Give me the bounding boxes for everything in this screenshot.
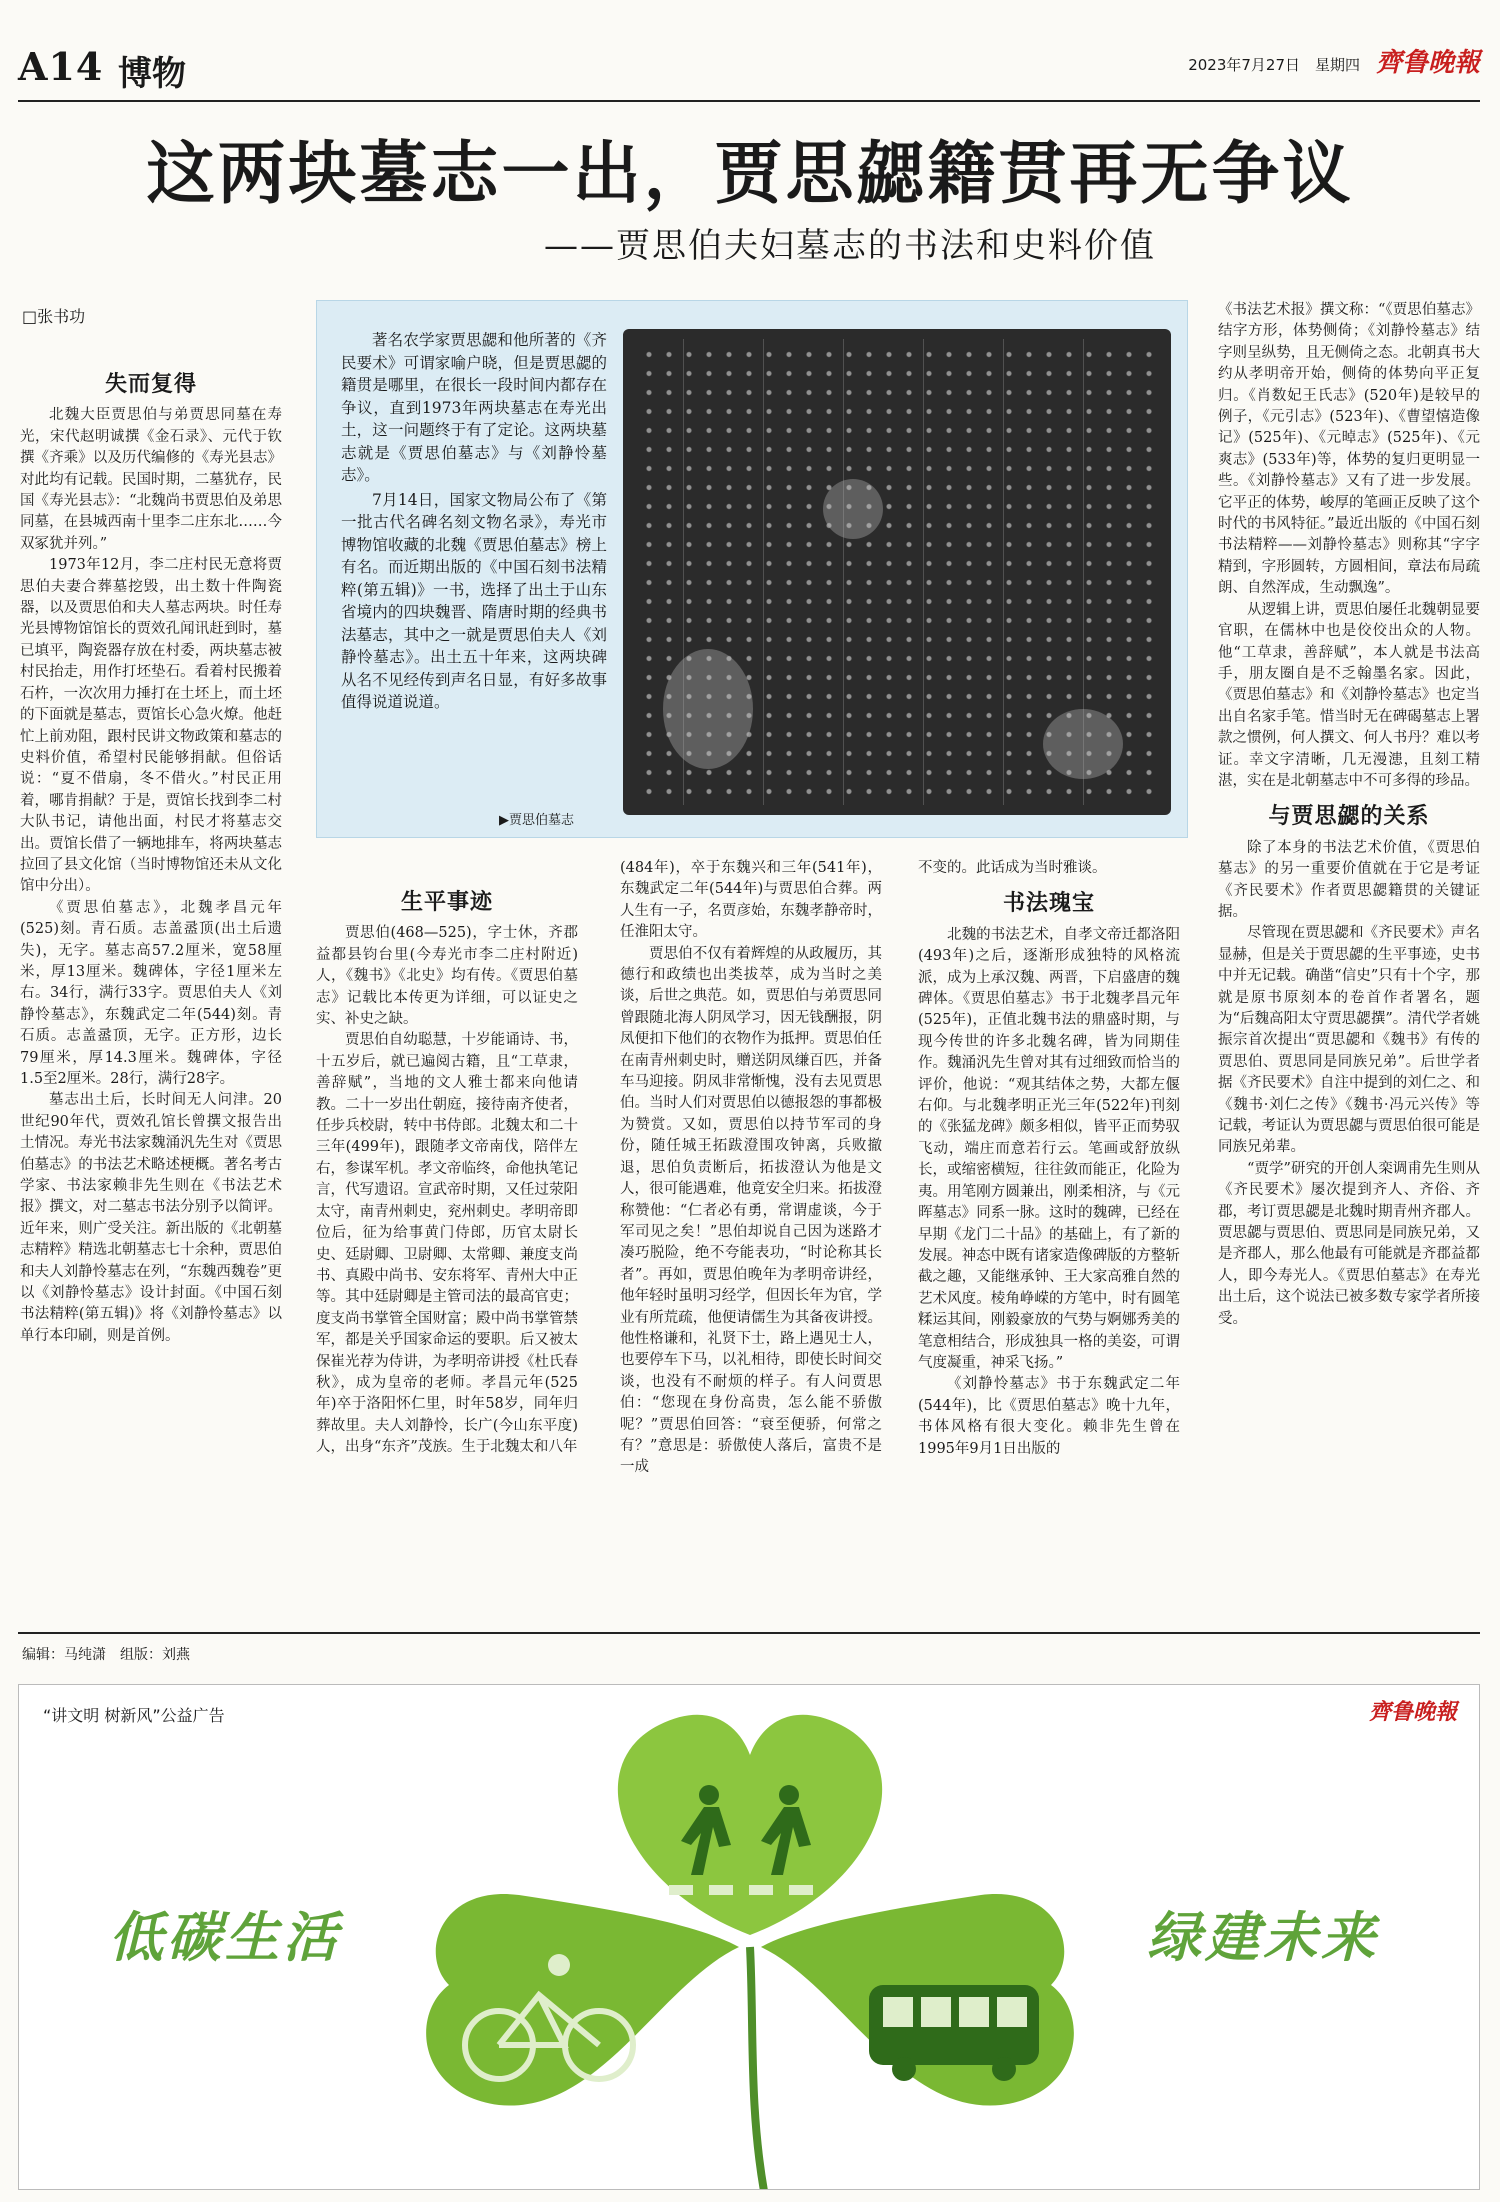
page-header [18,40,1480,102]
issue-weekday: 星期四 [1314,56,1360,74]
paragraph: 《书法艺术报》撰文称：“《贾思伯墓志》结字方形，体势侧倚；《刘静怜墓志》结字则呈纵势，且无侧倚之态。北朝真书大约从孝明帝开始，侧倚的体势向平正复归。《肖数妃王氏志》(520年)是较早的例子，《元引志》(523年)、《曹望憘造像记》(525年)、《元晫志》(525年)、《元爽志》(533年)等，体势的复归更明显一些。《刘静怜墓志》又有了进一步发展。它平正的体势，峻厚的笔画正反映了这个时代的书风特征。”最近出版的《中国石刻书法精粹——刘静怜墓志》则称其“字字精到，字形圆转，方圆相间，章法布局疏朗、自然浑成，生动飘逸”。 [1218,302,1480,597]
clover-stem [750,1947,764,2190]
paragraph: 北魏大臣贾思伯与弟贾思同墓在寿光，宋代赵明诚撰《金石录》、元代于钦撰《齐乘》以及历代编修的《寿光县志》对此均有记载。民国时期，二墓犹存，民国《寿光县志》：“北魏尚书贾思伯及弟思同墓，在县城西南十里李二庄东北……今双冢犹并列。” [20,407,282,552]
byline: □张书功 [22,307,86,326]
cyclist-head-icon [548,1954,570,1976]
column-rule [1003,339,1004,805]
paragraph: 除了本身的书法艺术价值，《贾思伯墓志》的另一重要价值就在于它是考证《齐民要术》作者贾思勰籍贯的关键证据。 [1218,839,1480,920]
column-rule [763,339,764,805]
clover-leaf-top [618,1715,882,1935]
paragraph: 贾思伯自幼聪慧，十岁能诵诗、书，十五岁后，就已遍阅古籍，且“工草隶，善辞赋”，当地的文人雅士都来向他请教。二十一岁出仕朝庭，接待南齐使者，任步兵校尉，转中书侍郎。北魏太和二十三年(499年)，跟随孝文帝南伐，陪伴左右，参谋军机。孝文帝临终，命他执笔记言，代写遗诏。宣武帝时期，又任过荥阳太守，南青州刺史，兖州刺史。孝明帝即位后，征为给事黄门侍郎，历官太尉长史、廷尉卿、卫尉卿、太常卿、兼度支尚书、真殿中尚书、安东将军、青州大中正等。其中廷尉卿是主管司法的最高官吏；度支尚书掌管全国财富；殿中尚书掌管禁军，都是关乎国家命运的要职。后又被太保崔光荐为侍讲，为孝明帝讲授《杜氏春秋》，成为皇帝的老师。孝昌元年(525年)卒于洛阳怀仁里，时年58岁，同年归葬故里。夫人刘静怜，长广(今山东平度)人，出身“东齐”茂族。生于北魏太和八年 [316,1032,578,1456]
editor-credits: 编辑：马纯潇 组版：刘燕 [22,1647,190,1663]
paragraph: 1973年12月，李二庄村民无意将贾思伯夫妻合葬墓挖毁，出土数十件陶瓷器，以及贾思伯和夫人墓志两块。时任寿光县博物馆馆长的贾效孔闻讯赶到时，墓已填平，陶瓷器存放在村委，两块墓志被村民抬走，用作打坯垫石。看着村民搬着石杵，一次次用力捶打在土坯上，而土坯的下面就是墓志，贾馆长心急火燎。他赶忙上前劝阻，跟村民讲文物政策和墓志的史料价值，希望村民能够捐献。但俗话说：“夏不借扇，冬不借火。”村民正用着，哪肯捐献？于是，贾馆长找到李二村大队书记，请他出面，村民才将墓志交出。贾馆长借了一辆地排车，将两块墓志拉回了县文化馆（当时博物馆还未从文化馆中分出）。 [20,557,282,895]
section-heading-lost-and-found: 失而复得 [104,371,197,397]
ad-label: “讲文明 树新风”公益广告 [43,1706,225,1725]
paragraph: “贾学”研究的开创人栾调甫先生则从《齐民要术》屡次提到齐人、齐俗、齐郡，考订贾思勰是北魏时期青州齐郡人。贾思勰与贾思伯、贾思同是同族兄弟，又是齐郡人，那么他最有可能就是齐郡益都人，即今寿光人。《贾思伯墓志》在寿光出土后，这个说法已被多数专家学者所接受。 [1218,1160,1480,1327]
paragraph: 贾思伯不仅有着辉煌的从政履历，其德行和政绩也出类拔萃，成为当时之美谈，后世之典范。如，贾思伯与弟贾思同曾跟随北海人阴凤学习，因无钱酬报，阴凤便扣下他们的衣物作为抵押。贾思伯任在南青州刺史时，赠送阴凤缣百匹，并备车马迎接。阴凤非常惭愧，没有去见贾思伯。当时人们对贾思伯以德报怨的事都极为赞赏。又如，贾思伯以持节军司的身份，随任城王拓跋澄围攻钟离，兵败撤退，思伯负责断后，拓拔澄认为他是文人，很可能遇难，他竟安全归来。拓拔澄称赞他：“仁者必有勇，常谓虚谈，今于军司见之矣！”思伯却说自己因为迷路才凑巧脱险，绝不夸能表功，“时论称其长者”。再如，贾思伯晚年为孝明帝讲经，他年轻时虽明习经学，但因长年为官，学业有所荒疏，他便请儒生为其备夜讲授。他性格谦和，礼贤下士，路上遇见士人，也要停车下马，以礼相待，即使长时间交谈，也没有不耐烦的样子。有人问贾思伯：“您现在身份高贵，怎么能不骄傲呢？”贾思伯回答：“衰至便骄，何常之有？”意思是：骄傲使人落后，富贵不是一成 [620,945,882,1476]
section-heading-calligraphy: 书法瑰宝 [1002,890,1095,917]
column-rule [923,339,924,805]
ad-newspaper-logo: 齊鲁晚報 [1368,1699,1457,1725]
intro-paragraph: 著名农学家贾思勰和他所著的《齐民要术》可谓家喻户晓，但是贾思勰的籍贯是哪里，在很长一段时间内都存在争议，直到1973年两块墓志在寿光出土，这一问题终于有了定论。这两块墓志就是《贾思伯墓志》与《刘静怜墓志》。 [341,331,607,484]
section-title: 博物 [118,54,186,94]
paragraph: 墓志出土后，长时间无人问津。20世纪90年代，贾效孔馆长曾撰文报告出土情况。寿光书法家魏涌汎先生对《贾思伯墓志》的书法艺术略述梗概。著名考古学家、书法家赖非先生则在《书法艺术报》撰文，对二墓志书法分别予以简评。近年来，则广受关注。新出版的《北朝墓志精粹》精选北朝墓志七十余种，贾思伯和夫人刘静怜墓志在列，“东魏西魏卷”更以《刘静怜墓志》设计封面。《中国石刻书法精粹(第五辑)》将《刘静怜墓志》以单行本印刷，则是首例。 [20,1092,282,1344]
epitaph-rubbing-image [623,329,1171,815]
stone-damage [663,649,753,769]
slogan-low-carbon: 低碳生活 [109,1906,341,1969]
stone-damage [823,479,883,539]
paragraph: 《贾思伯墓志》，北魏孝昌元年(525)刻。青石质。志盖盝顶(出土后遗失)，无字。墓志高57.2厘米，宽58厘米，厚13厘米。魏碑体，字径1厘米左右。34行，满行33字。贾思伯夫人《刘静怜墓志》，东魏武定二年(544)刻。青石质。志盖盝顶，无字。正方形，边长79厘米，厚14.3厘米。魏碑体，字径1.5至2厘米。28行，满行28字。 [20,899,282,1087]
slogan-green-future: 绿建未来 [1147,1906,1379,1969]
intro-box [316,300,1188,838]
image-caption: ▶贾思伯墓志 [499,813,574,828]
headline: 这两块墓志一出，贾思勰籍贯再无争议 [146,134,1354,214]
column-rule [843,339,844,805]
intro-paragraph: 7月14日，国家文物局公布了《第一批古代名碑名刻文物名录》，寿光市博物馆收藏的北魏《贾思伯墓志》榜上有名。而近期出版的《中国石刻书法精粹(第五辑)》一书，选择了出土于山东省境内的四块魏晋、隋唐时期的经典书法墓志，其中之一就是贾思伯夫人《刘静怜墓志》。出土五十年来，这两块碑从名不见经传到声名日显，有好多故事值得说道说道。 [341,490,607,711]
article-column-2 [316,878,578,1618]
page-number: A14 [18,44,104,89]
stone-damage [1043,709,1123,779]
article-column-4 [918,858,1180,1618]
bottom-divider [18,1632,1480,1634]
paragraph: 北魏的书法艺术，自孝文帝迁都洛阳(493年)之后，逐渐形成独特的风格流派，成为上承汉魏、两晋，下启盛唐的魏碑体。《贾思伯墓志》书于北魏孝昌元年(525年)，正值北魏书法的鼎盛时期，与现今传世的许多北魏名碑，皆为同期佳作。魏涌汎先生曾对其有过细致而恰当的评价，他说：“观其结体之势，大都左偃右仰。与北魏孝明正光三年(522年)刊刻的《张猛龙碑》颇多相似，皆平正而势驭飞动，端庄而意若行云。笔画或舒放纵长，或缩密横短，往往敛而能正，化险为夷。用笔刚方圆兼出，刚柔相济，与《元晖墓志》同系一脉。这时的魏碑，已经在早期《龙门二十品》的基础上，有了新的发展。神态中既有诸家造像碑版的方整斩截之趣，又能继承钟、王大家高雅自然的艺术风度。棱角峥嵘的方笔中，时有圆笔糅运其间，刚毅豪放的气势与婀娜秀美的笔意相结合，形成独具一格的美姿，可谓气度凝重，神采飞扬。” [918,926,1180,1371]
article-column-1 [20,360,282,1610]
section-heading-biography: 生平事迹 [400,889,493,915]
paragraph: 不变的。此话成为当时雅谈。 [918,860,1107,876]
public-service-ad [18,1684,1480,2190]
paragraph: (484年)，卒于东魏兴和三年(541年)，东魏武定二年(544年)与贾思伯合葬。两人生有一子，名贾彦始，东魏孝静帝时，任淮阳太守。 [620,860,882,941]
paragraph: 《刘静怜墓志》书于东魏武定二年(544年)，比《贾思伯墓志》晚十九年，书体风格有很大变化。赖非先生曾在1995年9月1日出版的 [918,1376,1180,1457]
article-column-5 [1218,300,1480,1620]
intro-text [341,329,607,716]
section-heading-relation: 与贾思勰的关系 [1268,803,1430,830]
paragraph: 从逻辑上讲，贾思伯屡任北魏朝显要官职，在儒林中也是佼佼出众的人物。他“工草隶，善辞赋”，本人就是书法高手，朋友圈自是不乏翰墨名家。因此，《贾思伯墓志》和《刘静怜墓志》也定当出自名家手笔。惜当时无在碑碣墓志上署款之惯例，何人撰文、何人书丹？难以考证。幸文字清晰，几无漫漶，且刻工精湛，实在是北朝墓志中不可多得的珍品。 [1218,601,1480,789]
paragraph: 贾思伯(468—525)，字士休，齐郡益都县钧台里(今寿光市李二庄村附近)人，《魏书》《北史》均有传。《贾思伯墓志》记载比本传更为详细，可以证史之实、补史之缺。 [316,925,578,1028]
subheadline: ——贾思伯夫妇墓志的书法和史料价值 [544,226,1156,266]
newspaper-logo: 齊鲁晚報 [1375,48,1480,78]
article-column-3 [620,858,882,1618]
issue-date: 2023年7月27日 [1188,56,1300,74]
paragraph: 尽管现在贾思勰和《齐民要术》声名显赫，但是关于贾思勰的生平事迹，史书中并无记载。确凿“信史”只有十个字，那就是原书原刻本的卷首作者署名，题为“后魏高阳太守贾思勰撰”。清代学者姚振宗首次提出“贾思勰和《魏书》有传的贾思伯、贾思同是同族兄弟”。后世学者据《齐民要术》自注中提到的刘仁之、和《魏书·刘仁之传》《魏书·冯元兴传》等记载，考证认为贾思勰与贾思伯很可能是同族兄弟辈。 [1218,925,1480,1156]
